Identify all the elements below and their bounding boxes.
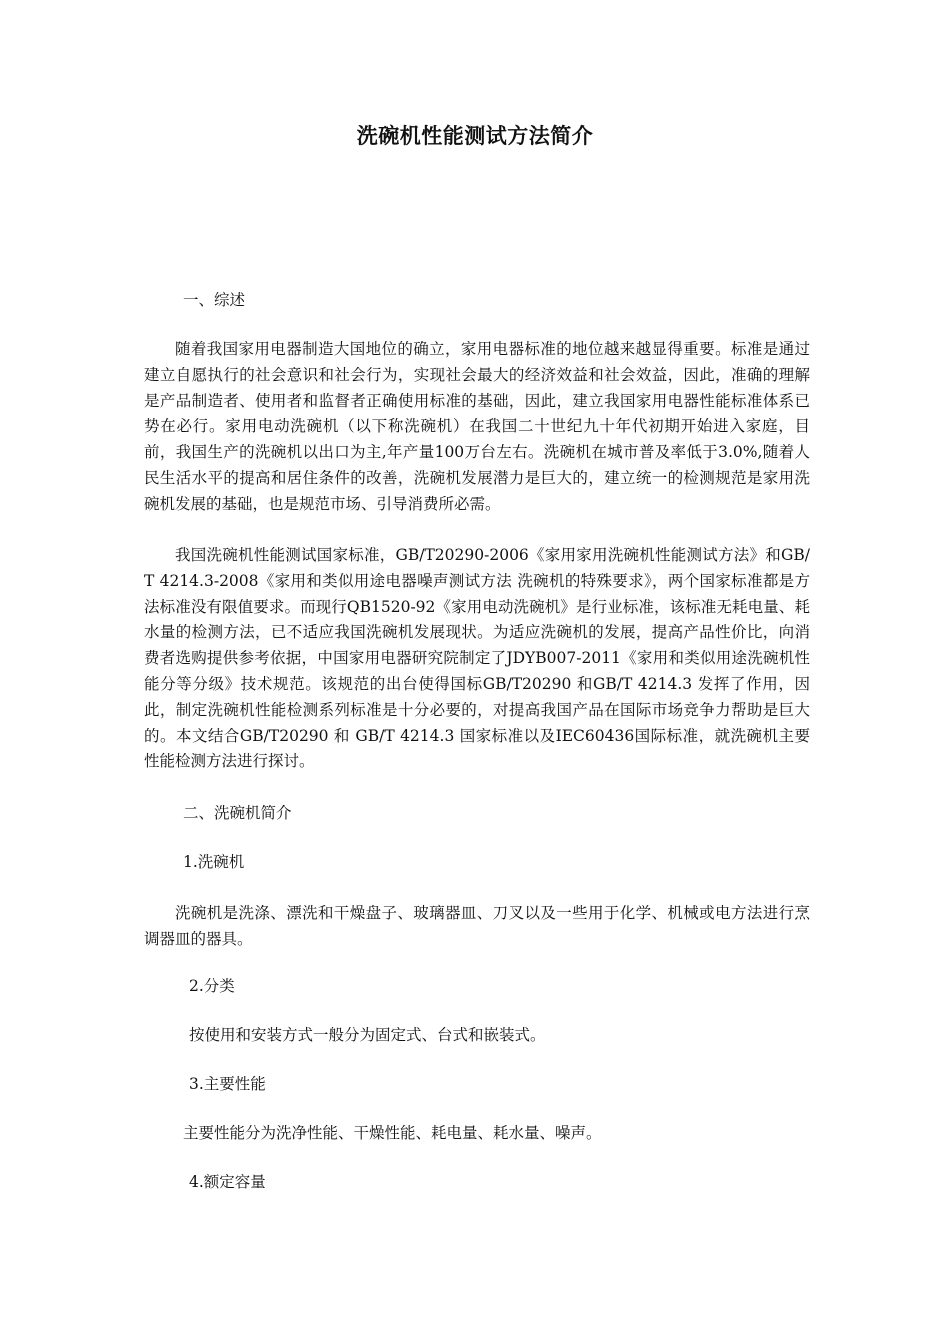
subsection-4-heading: 4.额定容量 xyxy=(189,1173,266,1191)
section-1-paragraph-2: 我国洗碗机性能测试国家标准，GB/T20290-2006《家用家用洗碗机性能测试方法》和GB/T 4214.3-2008《家用和类似用途电器噪声测试方法 洗碗机的特殊要求》，两个国家标准都是方法标准没有限值要求。而现行QB1520-92《家用电动洗碗机》是行业标准，该标准无耗电量、耗水量的检测方法，已不适应我国洗碗机发展现状。为适应洗碗机的发展，提高产品性价比，向消费者选购提供参考依据，中国家用电器研究院制定了JDYB007-2011《家用和类似用途洗碗机性能分等分级》技术规范。该规范的出台使得国标GB/T20290 和GB/T 4214.3 发挥了作用，因此，制定洗碗机性能检测系列标准是十分必要的，对提高我国产品在国际市场竞争力帮助是巨大的。本文结合GB/T20290 和 GB/T 4214.3 国家标准以及IEC60436国际标准，就洗碗机主要性能检测方法进行探讨。 xyxy=(144,546,810,771)
subsection-3-heading: 3.主要性能 xyxy=(189,1075,266,1093)
document-title: 洗碗机性能测试方法简介 xyxy=(356,123,594,148)
subsection-2-heading: 2.分类 xyxy=(189,977,235,995)
section-2-heading: 二、洗碗机简介 xyxy=(183,804,292,822)
section-1-heading: 一、综述 xyxy=(183,291,246,309)
subsection-3-text: 主要性能分为洗净性能、干燥性能、耗电量、耗水量、噪声。 xyxy=(183,1124,602,1142)
subsection-1-text: 洗碗机是洗涤、漂洗和干燥盘子、玻璃器皿、刀叉以及一些用于化学、机械或电方法进行烹调器皿的器具。 xyxy=(144,904,810,948)
subsection-1-heading: 1.洗碗机 xyxy=(183,853,245,871)
section-1-paragraph-1: 随着我国家用电器制造大国地位的确立，家用电器标准的地位越来越显得重要。标准是通过建立自愿执行的社会意识和社会行为，实现社会最大的经济效益和社会效益，因此，准确的理解是产品制造者、使用者和监督者正确使用标准的基础，因此，建立我国家用电器性能标准体系已势在必行。家用电动洗碗机（以下称洗碗机）在我国二十世纪九十年代初期开始进入家庭，目前，我国生产的洗碗机以出口为主,年产量100万台左右。洗碗机在城市普及率低于3.0%,随着人民生活水平的提高和居住条件的改善，洗碗机发展潜力是巨大的，建立统一的检测规范是家用洗碗机发展的基础，也是规范市场、引导消费所必需。 xyxy=(144,340,810,513)
subsection-2-text: 按使用和安装方式一般分为固定式、台式和嵌装式。 xyxy=(189,1026,546,1044)
